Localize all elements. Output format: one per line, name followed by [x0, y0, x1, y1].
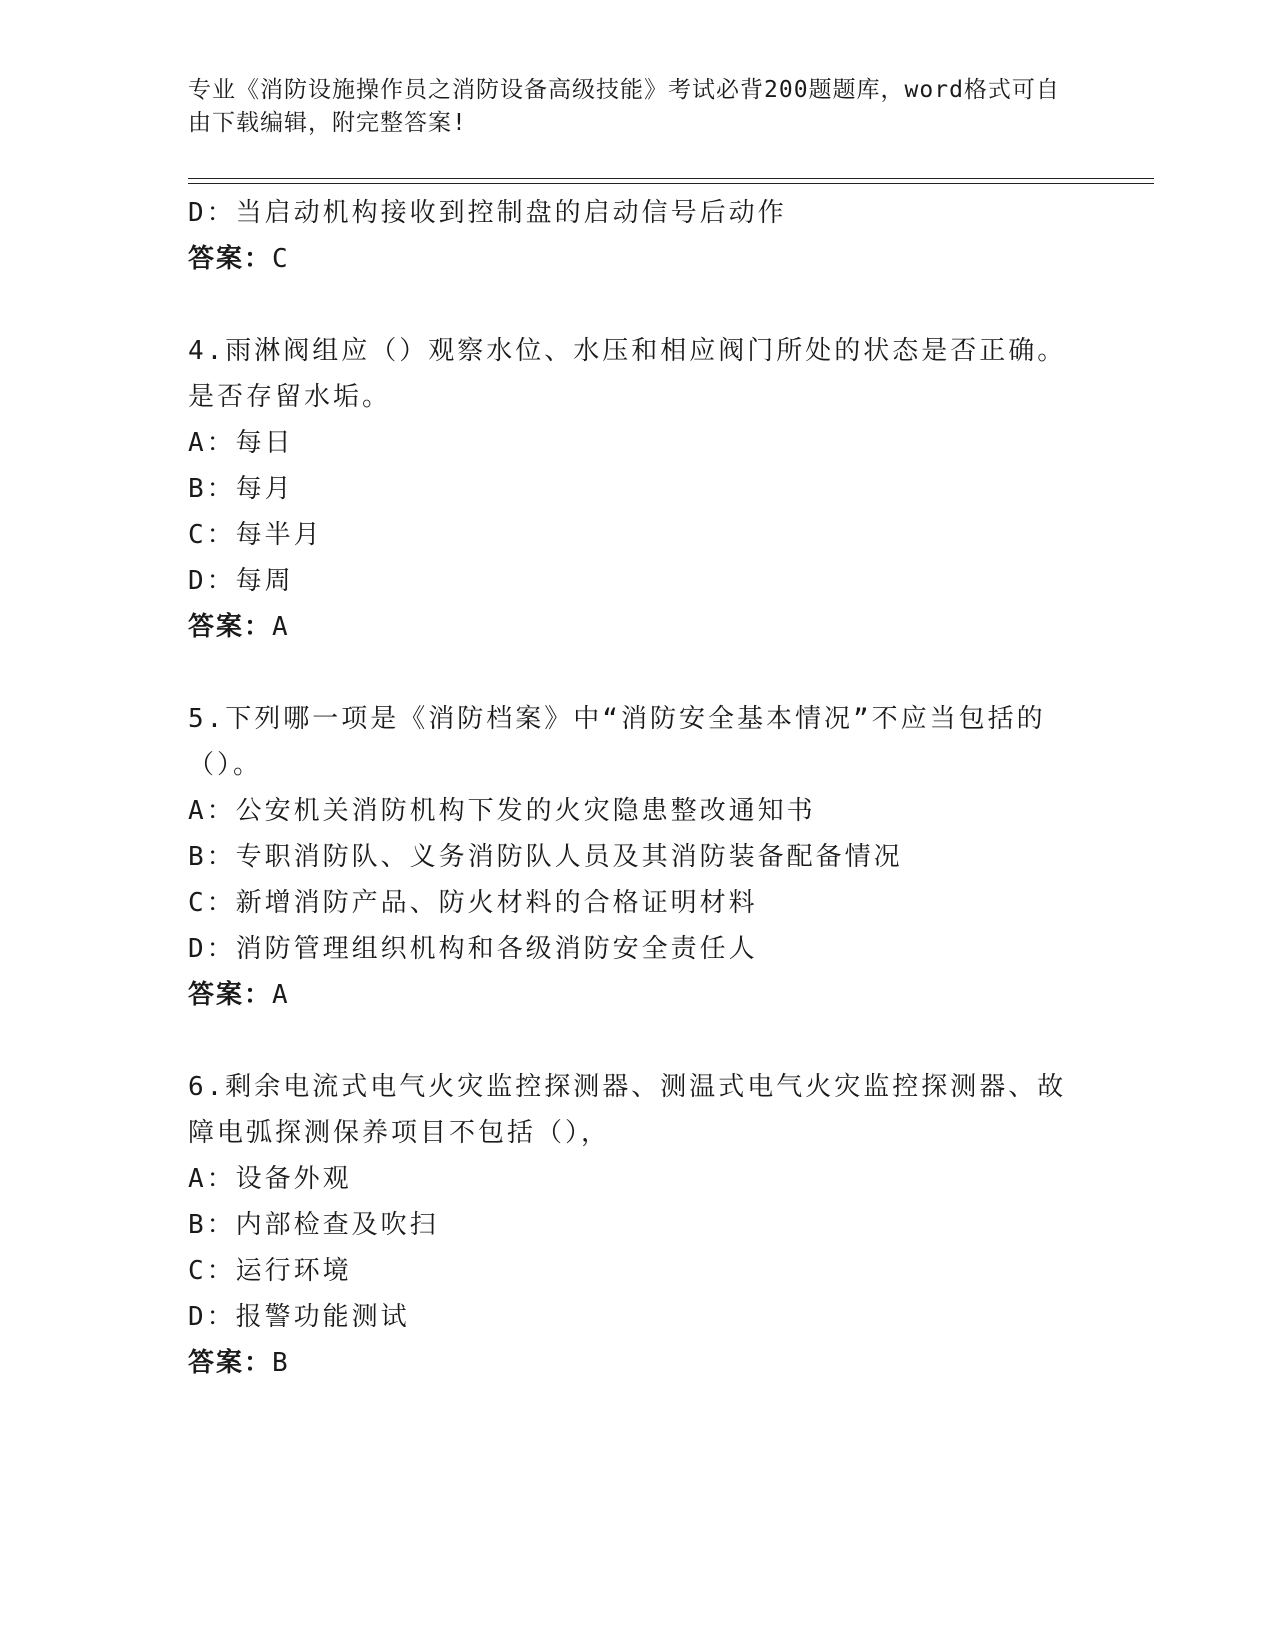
question-block: [188, 190, 1088, 282]
option-line: D：报警功能测试: [188, 1302, 410, 1332]
option-line: D：当启动机构接收到控制盘的启动信号后动作: [188, 198, 787, 228]
option-line: C：运行环境: [188, 1256, 352, 1286]
question-list: [188, 190, 1088, 1386]
spacer: [188, 650, 1088, 696]
answer-line: [188, 236, 1088, 282]
option-line: C：新增消防产品、防火材料的合格证明材料: [188, 888, 758, 918]
answer-value: B: [272, 1348, 290, 1378]
option-line: D：消防管理组织机构和各级消防安全责任人: [188, 934, 758, 964]
answer-line: [188, 972, 1088, 1018]
header-rule-top: [188, 178, 1154, 179]
option-line: C：每半月: [188, 520, 323, 550]
option-line: B：每月: [188, 474, 294, 504]
answer-value: A: [272, 612, 290, 642]
document-header: 专业《消防设施操作员之消防设备高级技能》考试必背200题题库，word格式可自由下载编辑，附完整答案!: [188, 77, 1060, 136]
spacer: [188, 1018, 1088, 1064]
option-line: A：设备外观: [188, 1164, 352, 1194]
answer-label: 答案：: [188, 1348, 273, 1378]
question-text: 4.雨淋阀组应（）观察水位、水压和相应阀门所处的状态是否正确。是否存留水垢。: [188, 336, 1067, 412]
option-line: A：每日: [188, 428, 294, 458]
question-text: 5.下列哪一项是《消防档案》中“消防安全基本情况”不应当包括的（）。: [188, 704, 1046, 780]
option-line: A：公安机关消防机构下发的火灾隐患整改通知书: [188, 796, 816, 826]
question-block: [188, 1064, 1088, 1386]
answer-line: [188, 1340, 1088, 1386]
option-line: B：内部检查及吹扫: [188, 1210, 439, 1240]
answer-label: 答案：: [188, 244, 273, 274]
question-text: 6.剩余电流式电气火灾监控探测器、测温式电气火灾监控探测器、故障电弧探测保养项目不包括（），: [188, 1072, 1067, 1148]
option-line: D：每周: [188, 566, 294, 596]
answer-value: A: [272, 980, 290, 1010]
answer-label: 答案：: [188, 612, 273, 642]
question-block: [188, 328, 1088, 650]
answer-line: [188, 604, 1088, 650]
option-line: B：专职消防队、义务消防队人员及其消防装备配备情况: [188, 842, 903, 872]
answer-value: C: [272, 244, 290, 274]
header-rule-bottom: [188, 183, 1154, 184]
answer-label: 答案：: [188, 980, 273, 1010]
question-block: [188, 696, 1088, 1018]
spacer: [188, 282, 1088, 328]
